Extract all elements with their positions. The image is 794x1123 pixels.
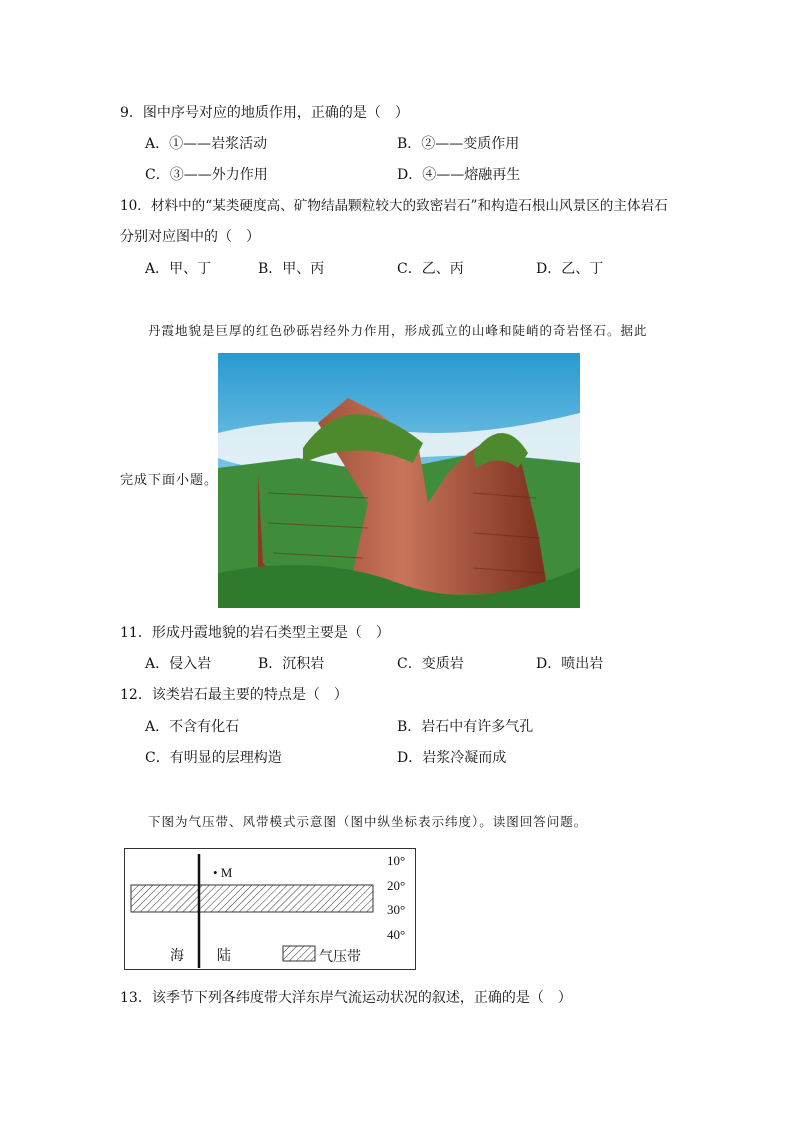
latitude-40: 40° (387, 927, 406, 942)
latitude-10: 10° (387, 853, 406, 868)
q10-option-d: D．乙、丁 (536, 261, 604, 277)
q9-option-b: B．②——变质作用 (397, 136, 520, 152)
q9-option-c: C．③——外力作用 (145, 167, 268, 183)
q12-option-b: B．岩石中有许多气孔 (397, 719, 534, 735)
q10-option-b: B．甲、丙 (258, 261, 325, 277)
q12-stem: 12．该类岩石最主要的特点是（ ） (120, 687, 348, 703)
q10-stem-line1: 10．材料中的“某类硬度高、矿物结晶颗粒较大的致密岩石”和构造石根山风景区的主体岩石 (120, 198, 668, 214)
q12-option-d: D．岩浆冷凝而成 (397, 750, 507, 766)
q11-option-b: B．沉积岩 (258, 656, 325, 672)
land-label: 陆 (217, 949, 231, 964)
pressure-belt-graphic (125, 849, 417, 971)
pressure-belt-diagram (124, 848, 416, 970)
danxia-landform-photo (218, 353, 580, 608)
q12-option-c: C．有明显的层理构造 (145, 750, 282, 766)
legend-swatch (283, 946, 315, 961)
material-pressure-belt: 下图为气压带、风带模式示意图（图中纵坐标表示纬度）。读图回答问题。 (148, 814, 588, 829)
material-danxia-line1: 丹霞地貌是巨厚的红色砂砾岩经外力作用，形成孤立的山峰和陡峭的奇岩怪石。据此 (148, 323, 648, 338)
q11-stem: 11．形成丹霞地貌的岩石类型主要是（ ） (120, 625, 390, 641)
q10-stem-line2: 分别对应图中的（ ） (120, 229, 260, 245)
q10-option-a: A．甲、丁 (145, 261, 212, 277)
pressure-belt-band (131, 885, 373, 912)
latitude-30: 30° (387, 902, 406, 917)
q11-option-c: C．变质岩 (397, 656, 464, 672)
q9-stem: 9．图中序号对应的地质作用，正确的是（ ） (120, 105, 409, 121)
q11-option-d: D．喷出岩 (536, 656, 604, 672)
legend-label: 气压带 (319, 950, 361, 965)
material-danxia-line2: 完成下面小题。 (120, 473, 219, 488)
q9-option-a: A．①——岩浆活动 (145, 136, 268, 152)
q9-option-d: D．④——熔融再生 (397, 167, 521, 183)
point-m-label: • M (213, 865, 233, 880)
q10-option-c: C．乙、丙 (397, 261, 464, 277)
q12-option-a: A．不含有化石 (145, 719, 240, 735)
q13-stem: 13．该季节下列各纬度带大洋东岸气流运动状况的叙述，正确的是（ ） (120, 990, 572, 1006)
latitude-20: 20° (387, 878, 406, 893)
q11-option-a: A．侵入岩 (145, 656, 212, 672)
sea-label: 海 (170, 949, 184, 964)
